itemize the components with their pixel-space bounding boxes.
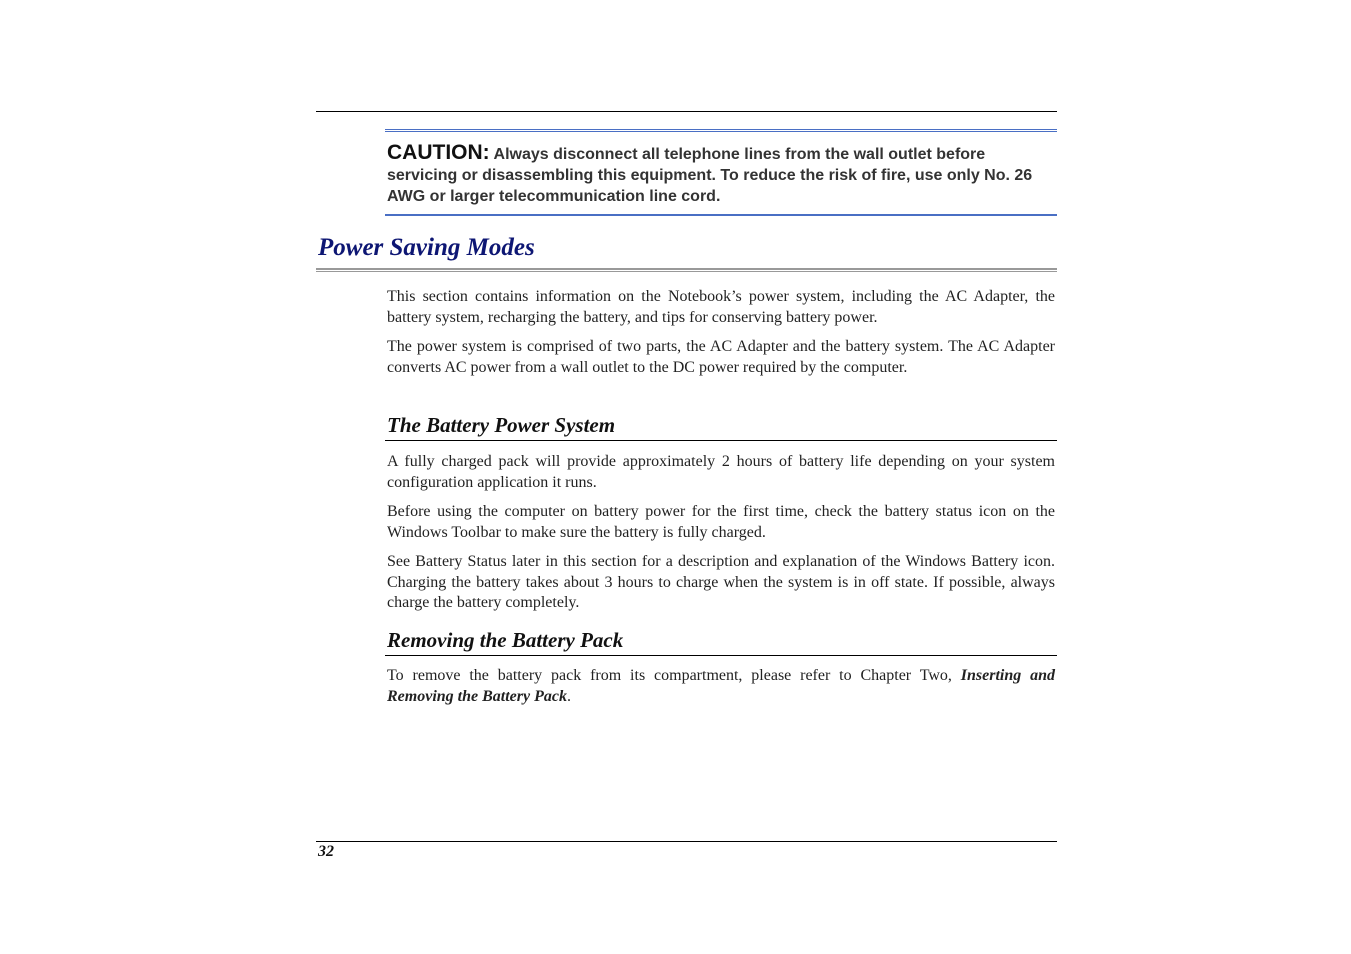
intro-paragraph-2: The power system is comprised of two parts, the AC Adapter and the battery system. The AC Adapter converts AC power from a wall outlet to the DC power required by the computer. (387, 338, 1055, 376)
chapter-reference: Inserting and Removing the Battery Pack (387, 667, 1055, 705)
caution-text: Always disconnect all telephone lines from the wall outlet before servicing or disassembling this equipment. To reduce the risk of fire, use only No. 26 AWG or larger telecommunication line cord. (387, 146, 1033, 205)
footer-rule (316, 841, 1057, 842)
battery-paragraph-1: A fully charged pack will provide approximately 2 hours of battery life depending on your system configuration application it runs. (387, 453, 1055, 491)
caution-box (385, 129, 1057, 216)
section-title: Power Saving Modes (318, 234, 535, 261)
battery-system-title: The Battery Power System (387, 413, 616, 437)
removing-paragraph (387, 666, 1055, 707)
intro-paragraph-1: This section contains information on the Notebook’s power system, including the AC Adapter, the battery system, recharging the battery, and tips for conserving battery power. (387, 288, 1055, 326)
removing-rule (385, 655, 1057, 656)
battery-paragraph-3: See Battery Status later in this section for a description and explanation of the Windows Battery icon. Charging the battery takes about 3 hours to charge when the system is in off state. If possible, always charge the battery completely. (387, 553, 1055, 611)
section-title-rule (316, 268, 1057, 272)
removing-title: Removing the Battery Pack (387, 628, 624, 652)
removing-text-before: To remove the battery pack from its compartment, please refer to Chapter Two, (387, 667, 961, 684)
header-rule (316, 111, 1057, 112)
removing-text-after: . (566, 687, 571, 705)
caution-label: CAUTION: (387, 141, 490, 164)
battery-paragraph-2: Before using the computer on battery power for the first time, check the battery status icon on the Windows Toolbar to make sure the battery is fully charged. (387, 503, 1055, 541)
battery-system-rule (385, 440, 1057, 441)
page-number: 32 (318, 843, 334, 860)
